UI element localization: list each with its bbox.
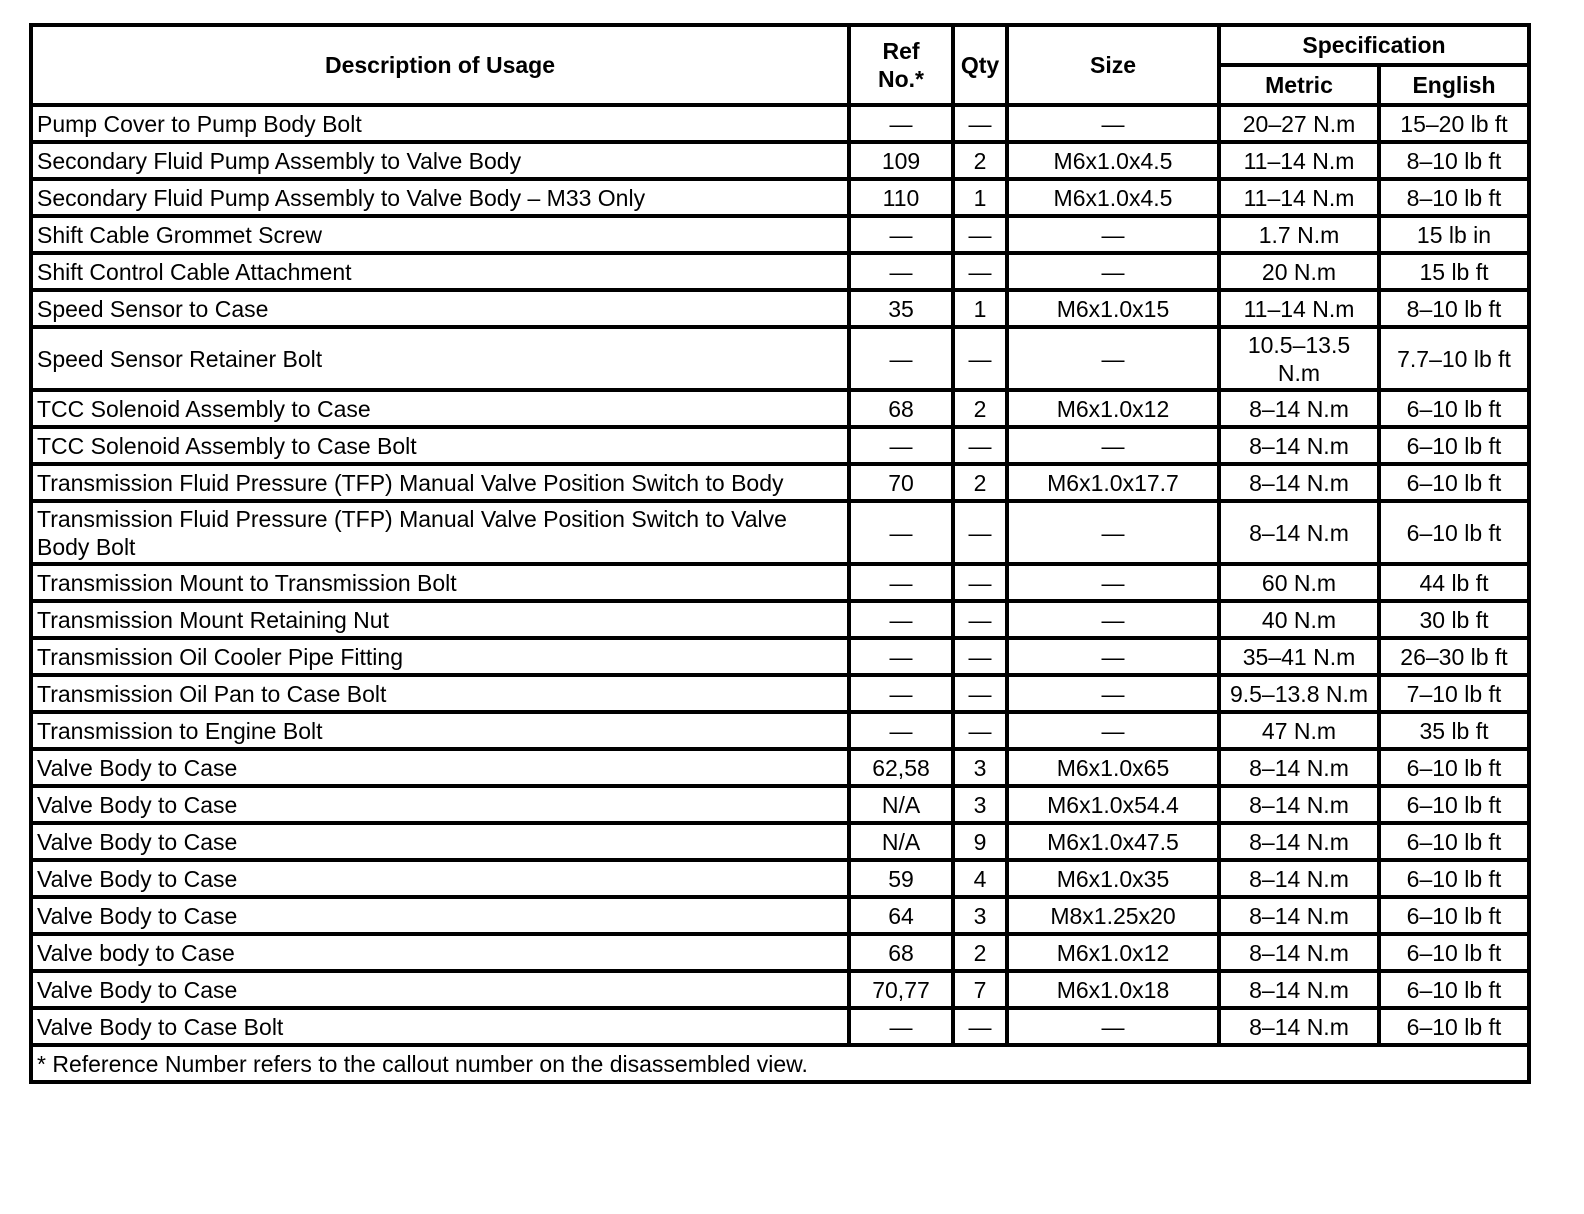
cell-metric: 60 N.m — [1219, 564, 1379, 601]
header-qty: Qty — [953, 25, 1007, 105]
cell-size: — — [1007, 327, 1219, 390]
cell-qty: — — [953, 601, 1007, 638]
cell-description: Valve Body to Case — [31, 971, 849, 1008]
cell-english: 8–10 lb ft — [1379, 142, 1529, 179]
table-row — [31, 712, 1529, 749]
table-row — [31, 897, 1529, 934]
cell-qty: 2 — [953, 934, 1007, 971]
table-row — [31, 290, 1529, 327]
cell-description: Valve Body to Case — [31, 897, 849, 934]
header-ref-no-text: Ref No.* — [878, 38, 924, 92]
cell-qty: 7 — [953, 971, 1007, 1008]
cell-description: Transmission to Engine Bolt — [31, 712, 849, 749]
cell-qty: — — [953, 216, 1007, 253]
cell-english: 8–10 lb ft — [1379, 290, 1529, 327]
cell-size: M8x1.25x20 — [1007, 897, 1219, 934]
cell-metric: 8–14 N.m — [1219, 934, 1379, 971]
cell-english: 7.7–10 lb ft — [1379, 327, 1529, 390]
cell-description: Valve Body to Case — [31, 786, 849, 823]
cell-english: 6–10 lb ft — [1379, 971, 1529, 1008]
cell-size: — — [1007, 638, 1219, 675]
cell-ref-no: — — [849, 564, 953, 601]
cell-qty: — — [953, 712, 1007, 749]
cell-metric: 8–14 N.m — [1219, 823, 1379, 860]
table-row — [31, 216, 1529, 253]
cell-ref-no: — — [849, 712, 953, 749]
cell-english: 6–10 lb ft — [1379, 390, 1529, 427]
cell-ref-no: — — [849, 427, 953, 464]
cell-description: Valve Body to Case — [31, 749, 849, 786]
cell-size: M6x1.0x47.5 — [1007, 823, 1219, 860]
cell-description: Speed Sensor to Case — [31, 290, 849, 327]
cell-qty: — — [953, 1008, 1007, 1045]
header-english: English — [1379, 65, 1529, 105]
cell-qty: — — [953, 253, 1007, 290]
cell-description: Transmission Fluid Pressure (TFP) Manual Valve Position Switch to Body — [31, 464, 849, 501]
cell-ref-no: 70,77 — [849, 971, 953, 1008]
cell-ref-no: 62,58 — [849, 749, 953, 786]
cell-metric: 8–14 N.m — [1219, 390, 1379, 427]
cell-metric: 11–14 N.m — [1219, 179, 1379, 216]
cell-ref-no: — — [849, 638, 953, 675]
table-row — [31, 749, 1529, 786]
cell-metric: 8–14 N.m — [1219, 427, 1379, 464]
cell-qty: — — [953, 564, 1007, 601]
cell-ref-no: 64 — [849, 897, 953, 934]
table-row — [31, 1008, 1529, 1045]
cell-qty: — — [953, 105, 1007, 142]
cell-metric: 8–14 N.m — [1219, 1008, 1379, 1045]
cell-qty: 1 — [953, 179, 1007, 216]
cell-size: M6x1.0x17.7 — [1007, 464, 1219, 501]
table-row — [31, 464, 1529, 501]
table-row — [31, 823, 1529, 860]
table-row — [31, 638, 1529, 675]
cell-ref-no: 68 — [849, 390, 953, 427]
cell-metric: 8–14 N.m — [1219, 501, 1379, 564]
cell-size: M6x1.0x12 — [1007, 390, 1219, 427]
cell-metric: 20–27 N.m — [1219, 105, 1379, 142]
cell-size: — — [1007, 427, 1219, 464]
table-body — [31, 105, 1529, 1045]
cell-ref-no: 68 — [849, 934, 953, 971]
cell-qty: 2 — [953, 142, 1007, 179]
cell-metric: 8–14 N.m — [1219, 897, 1379, 934]
cell-english: 30 lb ft — [1379, 601, 1529, 638]
cell-size: — — [1007, 564, 1219, 601]
cell-english: 6–10 lb ft — [1379, 786, 1529, 823]
cell-size: M6x1.0x4.5 — [1007, 142, 1219, 179]
cell-ref-no: 70 — [849, 464, 953, 501]
table-row — [31, 971, 1529, 1008]
footnote: * Reference Number refers to the callout number on the disassembled view. — [31, 1045, 1529, 1082]
cell-size: M6x1.0x54.4 — [1007, 786, 1219, 823]
table-row — [31, 105, 1529, 142]
cell-english: 6–10 lb ft — [1379, 501, 1529, 564]
table-row — [31, 860, 1529, 897]
cell-metric: 1.7 N.m — [1219, 216, 1379, 253]
cell-ref-no: N/A — [849, 823, 953, 860]
cell-qty: 3 — [953, 786, 1007, 823]
cell-description: Transmission Fluid Pressure (TFP) Manual Valve Position Switch to Valve Body Bolt — [31, 501, 849, 564]
cell-english: 6–10 lb ft — [1379, 427, 1529, 464]
cell-ref-no: 59 — [849, 860, 953, 897]
cell-qty: 3 — [953, 897, 1007, 934]
cell-metric: 20 N.m — [1219, 253, 1379, 290]
cell-english: 6–10 lb ft — [1379, 934, 1529, 971]
cell-size: — — [1007, 253, 1219, 290]
cell-ref-no: 35 — [849, 290, 953, 327]
cell-description: Transmission Mount Retaining Nut — [31, 601, 849, 638]
cell-metric: 8–14 N.m — [1219, 786, 1379, 823]
cell-description: Speed Sensor Retainer Bolt — [31, 327, 849, 390]
cell-size: M6x1.0x12 — [1007, 934, 1219, 971]
cell-metric: 8–14 N.m — [1219, 749, 1379, 786]
cell-metric: 8–14 N.m — [1219, 464, 1379, 501]
cell-size: — — [1007, 675, 1219, 712]
cell-metric: 11–14 N.m — [1219, 142, 1379, 179]
cell-size: — — [1007, 601, 1219, 638]
cell-size: — — [1007, 216, 1219, 253]
table-row — [31, 390, 1529, 427]
header-size: Size — [1007, 25, 1219, 105]
cell-qty: 1 — [953, 290, 1007, 327]
cell-size: — — [1007, 105, 1219, 142]
cell-description: Valve Body to Case — [31, 860, 849, 897]
table-row — [31, 142, 1529, 179]
table-row — [31, 501, 1529, 564]
cell-metric: 35–41 N.m — [1219, 638, 1379, 675]
cell-description: Valve Body to Case Bolt — [31, 1008, 849, 1045]
cell-english: 6–10 lb ft — [1379, 897, 1529, 934]
cell-ref-no: — — [849, 501, 953, 564]
cell-description: TCC Solenoid Assembly to Case Bolt — [31, 427, 849, 464]
cell-english: 15 lb ft — [1379, 253, 1529, 290]
cell-ref-no: — — [849, 675, 953, 712]
cell-ref-no: 110 — [849, 179, 953, 216]
header-ref-no — [849, 25, 953, 105]
cell-description: Transmission Mount to Transmission Bolt — [31, 564, 849, 601]
cell-description: TCC Solenoid Assembly to Case — [31, 390, 849, 427]
table-row — [31, 675, 1529, 712]
cell-description: Pump Cover to Pump Body Bolt — [31, 105, 849, 142]
table-row — [31, 934, 1529, 971]
cell-metric: 10.5–13.5 N.m — [1219, 327, 1379, 390]
cell-size: — — [1007, 712, 1219, 749]
cell-description: Shift Control Cable Attachment — [31, 253, 849, 290]
cell-ref-no: N/A — [849, 786, 953, 823]
cell-ref-no: — — [849, 216, 953, 253]
cell-english: 6–10 lb ft — [1379, 823, 1529, 860]
cell-qty: 4 — [953, 860, 1007, 897]
cell-english: 6–10 lb ft — [1379, 860, 1529, 897]
cell-qty: — — [953, 501, 1007, 564]
cell-metric: 47 N.m — [1219, 712, 1379, 749]
cell-metric: 40 N.m — [1219, 601, 1379, 638]
table-row — [31, 327, 1529, 390]
cell-qty: — — [953, 675, 1007, 712]
cell-english: 15–20 lb ft — [1379, 105, 1529, 142]
cell-size: M6x1.0x65 — [1007, 749, 1219, 786]
cell-english: 15 lb in — [1379, 216, 1529, 253]
cell-ref-no: — — [849, 601, 953, 638]
cell-ref-no: 109 — [849, 142, 953, 179]
table-row — [31, 253, 1529, 290]
cell-metric: 8–14 N.m — [1219, 971, 1379, 1008]
cell-description: Transmission Oil Pan to Case Bolt — [31, 675, 849, 712]
cell-size: M6x1.0x18 — [1007, 971, 1219, 1008]
cell-english: 6–10 lb ft — [1379, 749, 1529, 786]
cell-size: M6x1.0x35 — [1007, 860, 1219, 897]
cell-metric: 9.5–13.8 N.m — [1219, 675, 1379, 712]
cell-ref-no: — — [849, 1008, 953, 1045]
cell-english: 26–30 lb ft — [1379, 638, 1529, 675]
cell-description: Secondary Fluid Pump Assembly to Valve Body — [31, 142, 849, 179]
cell-ref-no: — — [849, 105, 953, 142]
cell-size: — — [1007, 501, 1219, 564]
cell-qty: 9 — [953, 823, 1007, 860]
cell-qty: — — [953, 638, 1007, 675]
torque-spec-table — [29, 23, 1531, 1084]
cell-qty: — — [953, 427, 1007, 464]
cell-size: — — [1007, 1008, 1219, 1045]
cell-qty: — — [953, 327, 1007, 390]
cell-description: Valve Body to Case — [31, 823, 849, 860]
table-row — [31, 427, 1529, 464]
cell-qty: 2 — [953, 390, 1007, 427]
cell-description: Transmission Oil Cooler Pipe Fitting — [31, 638, 849, 675]
cell-ref-no: — — [849, 327, 953, 390]
cell-metric: 11–14 N.m — [1219, 290, 1379, 327]
header-description: Description of Usage — [31, 25, 849, 105]
table-row — [31, 564, 1529, 601]
table-row — [31, 601, 1529, 638]
cell-english: 6–10 lb ft — [1379, 1008, 1529, 1045]
cell-size: M6x1.0x15 — [1007, 290, 1219, 327]
cell-qty: 3 — [953, 749, 1007, 786]
header-specification: Specification — [1219, 25, 1529, 65]
cell-size: M6x1.0x4.5 — [1007, 179, 1219, 216]
cell-english: 6–10 lb ft — [1379, 464, 1529, 501]
table-row — [31, 179, 1529, 216]
cell-english: 35 lb ft — [1379, 712, 1529, 749]
cell-english: 7–10 lb ft — [1379, 675, 1529, 712]
cell-metric: 8–14 N.m — [1219, 860, 1379, 897]
header-metric: Metric — [1219, 65, 1379, 105]
cell-description: Shift Cable Grommet Screw — [31, 216, 849, 253]
cell-ref-no: — — [849, 253, 953, 290]
cell-english: 8–10 lb ft — [1379, 179, 1529, 216]
cell-english: 44 lb ft — [1379, 564, 1529, 601]
cell-qty: 2 — [953, 464, 1007, 501]
cell-description: Valve body to Case — [31, 934, 849, 971]
cell-description: Secondary Fluid Pump Assembly to Valve Body – M33 Only — [31, 179, 849, 216]
table-row — [31, 786, 1529, 823]
